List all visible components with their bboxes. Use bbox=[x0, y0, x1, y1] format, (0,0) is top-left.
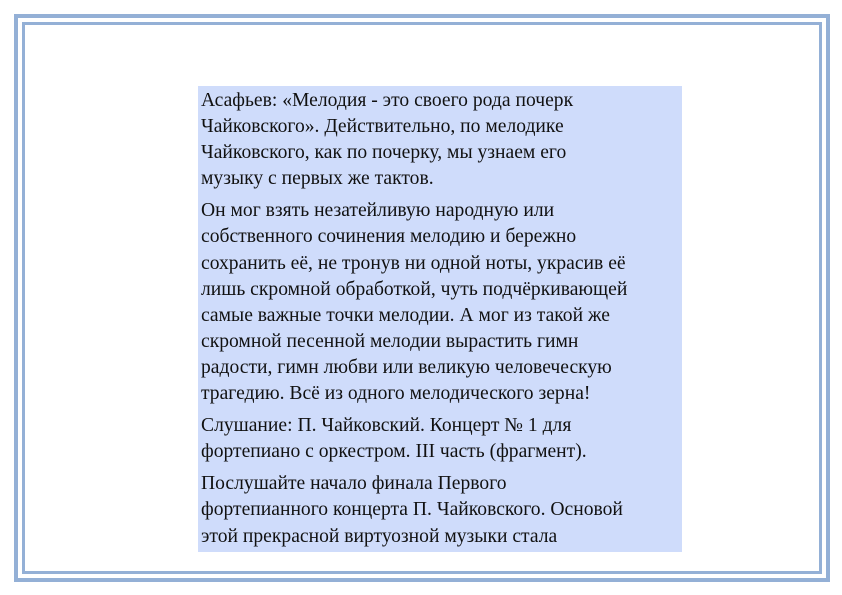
paragraph-listening-task: Слушание: П. Чайковский. Концерт № 1 для фортепиано с оркестром. III часть (фрагмент). bbox=[201, 415, 587, 463]
text-box bbox=[198, 86, 682, 552]
paragraph-melody-description: Он мог взять незатейливую народную или собственного сочинения мелодию и бережно сохранить её, не тронув ни одной ноты, украсив её лишь скромной обработкой, чуть подчёркивающей самые важные точки мелодии. А мог из такой же скромной песенной мелодии вырастить гимн радости, гимн любви или великую человеческую трагедию. Всё из одного мелодического зерна! bbox=[201, 200, 628, 405]
paragraph-finale-intro: Послушайте начало финала Первого фортепианного концерта П. Чайковского. Основой этой прекрасной виртуозной музыки стала bbox=[201, 473, 623, 547]
paragraph-asafiev-quote: Асафьев: «Мелодия - это своего рода почерк Чайковского». Действительно, по мелодике Чайковского, как по почерку, мы узнаем его музыку с первых же тактов. bbox=[201, 90, 574, 190]
